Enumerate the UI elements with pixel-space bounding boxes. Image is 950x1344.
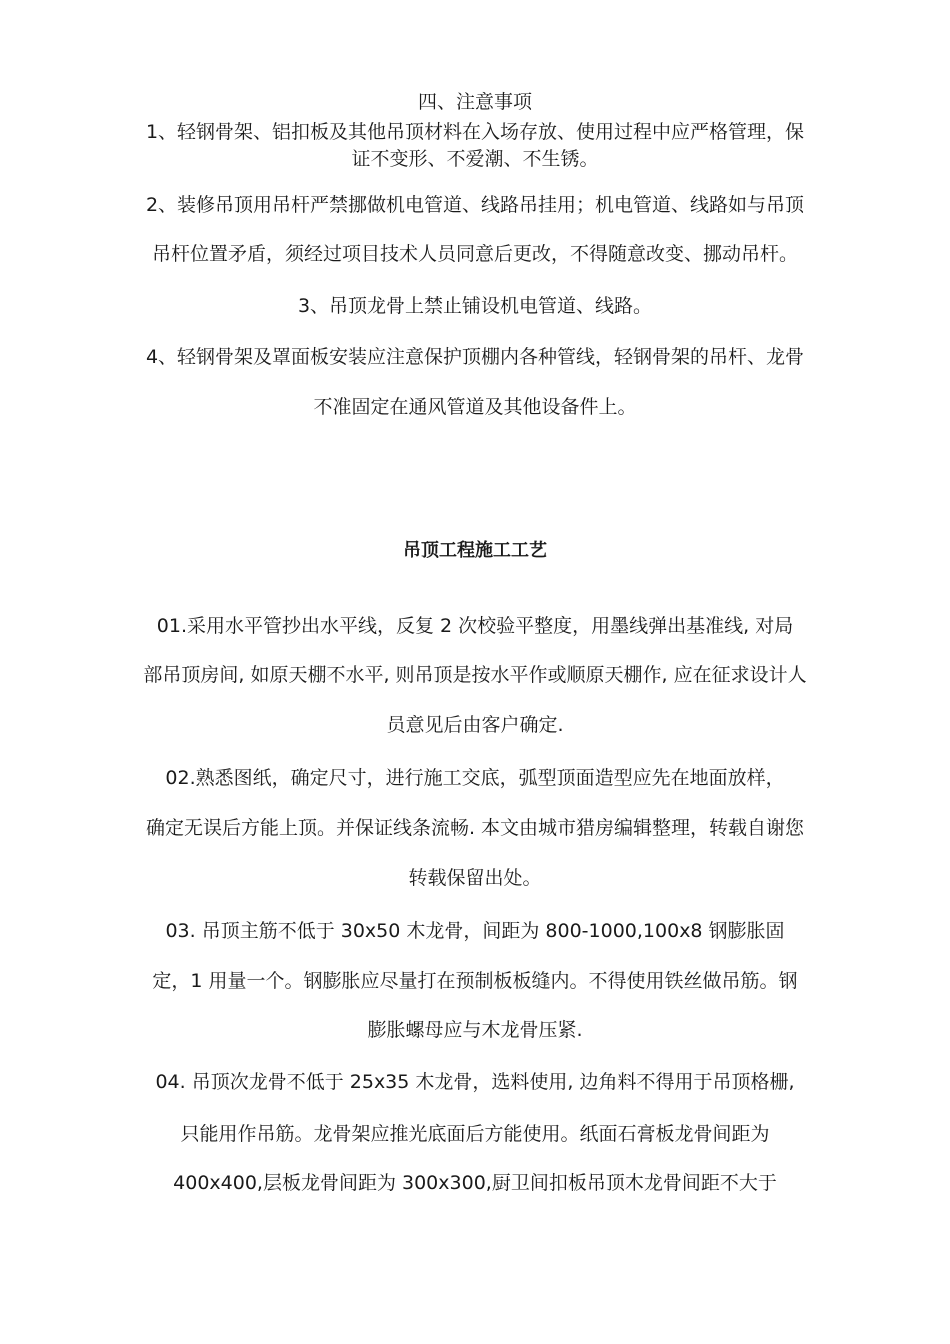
notes-line: 吊杆位置矛盾，须经过项目技术人员同意后更改，不得随意改变、挪动吊杆。 xyxy=(151,243,798,265)
process-line: 转载保留出处。 xyxy=(408,867,542,889)
process-line: 确定无误后方能上顶。并保证线条流畅. 本文由城市猎房编辑整理，转载自谢您 xyxy=(145,817,805,839)
process-line: 400x400,层板龙骨间距为 300x300,厨卫间扣板吊顶木龙骨间距不大于 xyxy=(173,1172,777,1194)
process-title: 吊顶工程施工工艺 xyxy=(403,540,547,561)
notes-line: 2、装修吊顶用吊杆严禁挪做机电管道、线路吊挂用；机电管道、线路如与吊顶 xyxy=(145,194,805,216)
process-line: 03. 吊顶主筋不低于 30x50 木龙骨，间距为 800-1000,100x8 钢膨胀固 xyxy=(165,920,785,942)
notes-line: 不准固定在通风管道及其他设备件上。 xyxy=(313,396,637,418)
notes-line: 证不变形、不爱潮、不生锈。 xyxy=(351,148,599,170)
notes-heading: 四、注意事项 xyxy=(417,91,532,113)
process-line: 定，1 用量一个。钢膨胀应尽量打在预制板板缝内。不得使用铁丝做吊筋。钢 xyxy=(152,970,798,992)
process-line: 员意见后由客户确定. xyxy=(386,714,564,736)
process-line: 只能用作吊筋。龙骨架应推光底面后方能使用。纸面石膏板龙骨间距为 xyxy=(180,1123,770,1145)
notes-line: 4、轻钢骨架及罩面板安装应注意保护顶棚内各种管线，轻钢骨架的吊杆、龙骨 xyxy=(145,346,805,368)
process-line: 01.采用水平管抄出水平线，反复 2 次校验平整度，用墨线弹出基准线, 对局 xyxy=(156,615,794,637)
process-line: 部吊顶房间, 如原天棚不水平, 则吊顶是按水平作或顺原天棚作, 应在征求设计人 xyxy=(143,664,807,686)
notes-line: 1、轻钢骨架、铝扣板及其他吊顶材料在入场存放、使用过程中应严格管理，保 xyxy=(145,121,805,143)
process-line: 04. 吊顶次龙骨不低于 25x35 木龙骨，选料使用, 边角料不得用于吊顶格栅, xyxy=(155,1071,795,1093)
process-line: 02.熟悉图纸，确定尺寸，进行施工交底，弧型顶面造型应先在地面放样， xyxy=(165,767,785,789)
notes-line: 3、吊顶龙骨上禁止铺设机电管道、线路。 xyxy=(297,295,653,317)
process-line: 膨胀螺母应与木龙骨压紧. xyxy=(367,1019,583,1041)
